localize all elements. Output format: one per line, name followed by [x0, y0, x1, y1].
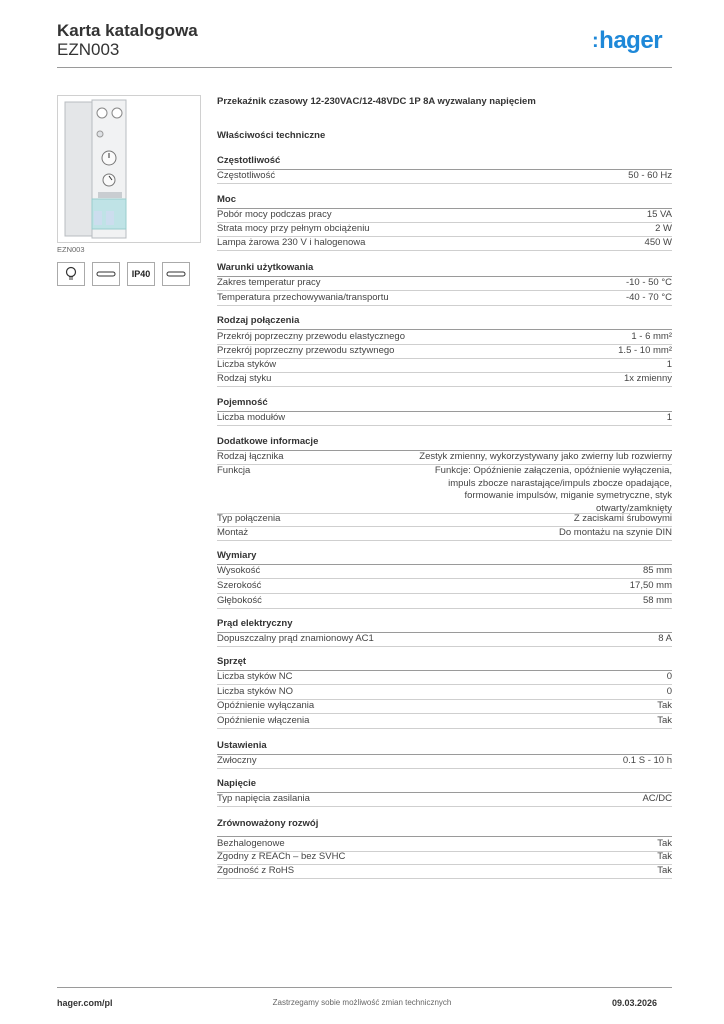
spec-key: Częstotliwość — [217, 170, 276, 181]
spec-value: 1.5 - 10 mm² — [618, 345, 672, 356]
product-illustration — [58, 96, 200, 242]
module-width-icon — [162, 262, 190, 286]
spec-key: Montaż — [217, 527, 249, 538]
spec-value: 1x zmienny — [623, 373, 672, 384]
spec-key: Pobór mocy podczas pracy — [217, 209, 332, 220]
spec-value: AC/DC — [642, 793, 672, 804]
spec-row — [217, 223, 672, 237]
section-title: Ustawienia — [217, 740, 672, 755]
footer-disclaimer: Zastrzegamy sobie możliwość zmian technicznych — [272, 998, 452, 1007]
spec-row — [217, 700, 672, 714]
spec-value: 8 A — [658, 633, 672, 644]
spec-row — [217, 292, 672, 306]
header-divider — [57, 67, 672, 68]
spec-value: 58 mm — [642, 595, 672, 606]
spec-value: Funkcje: Opóźnienie załączenia, opóźnienie wyłączenia, impuls zbocze narastające/impuls zbocze opadające, formowanie impulsów, miganie symetryczne, styk otwarty/zamknięty — [434, 465, 672, 514]
spec-value: 2 W — [655, 223, 672, 234]
spec-key: Strata mocy przy pełnym obciążeniu — [217, 223, 370, 234]
section-title: Dodatkowe informacje — [217, 436, 672, 451]
spec-key: Dopuszczalny prąd znamionowy AC1 — [217, 633, 374, 644]
spec-value: Tak — [657, 715, 672, 726]
spec-key: Przekrój poprzeczny przewodu sztywnego — [217, 345, 395, 356]
spec-row — [217, 671, 672, 685]
section-title: Zrównoważony rozwój — [217, 818, 319, 829]
spec-key: Bezhalogenowe — [217, 838, 285, 849]
footer-website-link[interactable]: hager.com/pl — [57, 998, 113, 1008]
section-title: Częstotliwość — [217, 155, 672, 170]
spec-row — [217, 331, 672, 345]
spec-row — [217, 836, 672, 852]
spec-value: 17,50 mm — [629, 580, 672, 591]
spec-value: 1 - 6 mm² — [631, 331, 672, 342]
spec-value: 85 mm — [642, 565, 672, 576]
spec-key: Liczba modułów — [217, 412, 286, 423]
spec-value: Z zaciskami śrubowymi — [573, 513, 672, 524]
spec-key: Rodzaj styku — [217, 373, 272, 384]
product-image-caption: EZN003 — [57, 245, 85, 254]
logo-text: hager — [599, 27, 663, 54]
footer-date: 09.03.2026 — [612, 998, 658, 1008]
spec-row — [217, 527, 672, 541]
spec-key: Głębokość — [217, 595, 262, 606]
spec-key: Funkcja — [217, 465, 251, 476]
spec-row — [217, 373, 672, 387]
product-description: Przekaźnik czasowy 12-230VAC/12-48VDC 1P 8A wyzwalany napięciem — [217, 96, 536, 107]
section-title: Prąd elektryczny — [217, 618, 672, 633]
spec-key: Liczba styków NO — [217, 686, 294, 697]
din-rail-icon — [92, 262, 120, 286]
spec-value: 1 — [666, 412, 672, 423]
spec-key: Typ połączenia — [217, 513, 281, 524]
footer-divider — [57, 987, 672, 988]
spec-value: Tak — [657, 851, 672, 862]
spec-value: 1 — [666, 359, 672, 370]
section-title: Wymiary — [217, 550, 672, 565]
spec-key: Szerokość — [217, 580, 262, 591]
ip-rating-label: IP40 — [131, 269, 151, 279]
spec-row — [217, 209, 672, 223]
feature-icons — [57, 262, 190, 286]
spec-value: 0 — [666, 671, 672, 682]
spec-row — [217, 755, 672, 769]
spec-value: Tak — [657, 838, 672, 849]
spec-value: 0.1 S - 10 h — [622, 755, 672, 766]
lamp-icon — [57, 262, 85, 286]
spec-key: Typ napięcia zasilania — [217, 793, 310, 804]
product-image — [57, 95, 201, 243]
spec-row — [217, 686, 672, 700]
spec-row — [217, 580, 672, 594]
section-title: Warunki użytkowania — [217, 262, 672, 277]
spec-row — [217, 633, 672, 647]
section-title: Moc — [217, 194, 672, 209]
spec-key: Liczba styków NC — [217, 671, 293, 682]
section-title: Pojemność — [217, 397, 672, 412]
section-title: Sprzęt — [217, 656, 672, 671]
spec-row — [217, 277, 672, 291]
product-code: EZN003 — [57, 40, 120, 59]
spec-value: -40 - 70 °C — [625, 292, 672, 303]
logo-dots: : — [592, 30, 599, 52]
spec-key: Zgodny z REACh – bez SVHC — [217, 851, 346, 862]
spec-key: Zakres temperatur pracy — [217, 277, 321, 288]
spec-value: 50 - 60 Hz — [628, 170, 672, 181]
spec-row — [217, 359, 672, 373]
spec-value: 0 — [666, 686, 672, 697]
spec-row — [217, 565, 672, 579]
spec-row — [217, 345, 672, 359]
spec-key: Wysokość — [217, 565, 261, 576]
spec-row — [217, 451, 672, 465]
ip-rating-icon — [127, 262, 155, 286]
spec-key: Lampa żarowa 230 V i halogenowa — [217, 237, 366, 248]
spec-value: 15 VA — [646, 209, 672, 220]
spec-value: Zestyk zmienny, wykorzystywany jako zwierny lub rozwierny — [419, 451, 672, 462]
spec-row — [217, 851, 672, 865]
spec-key: Liczba styków — [217, 359, 277, 370]
spec-key: Opóźnienie włączenia — [217, 715, 310, 726]
spec-key: Zwłoczny — [217, 755, 257, 766]
spec-value: Do montażu na szynie DIN — [559, 527, 672, 538]
spec-heading: Właściwości techniczne — [217, 130, 326, 141]
spec-row — [217, 513, 672, 527]
spec-row — [217, 412, 672, 426]
section-title: Napięcie — [217, 778, 672, 793]
spec-row — [217, 865, 672, 879]
spec-key: Opóźnienie wyłączania — [217, 700, 315, 711]
spec-row — [217, 793, 672, 807]
spec-row — [217, 715, 672, 729]
spec-key: Temperatura przechowywania/transportu — [217, 292, 389, 303]
page-title: Karta katalogowa — [57, 21, 198, 40]
spec-value: 450 W — [644, 237, 672, 248]
spec-row — [217, 237, 672, 251]
spec-key: Przekrój poprzeczny przewodu elastycznego — [217, 331, 405, 342]
spec-row — [217, 465, 672, 514]
spec-value: Tak — [657, 700, 672, 711]
section-title: Rodzaj połączenia — [217, 315, 672, 330]
spec-value: Tak — [657, 865, 672, 876]
hager-logo — [592, 27, 662, 56]
spec-row — [217, 170, 672, 184]
spec-key: Zgodność z RoHS — [217, 865, 295, 876]
spec-value: -10 - 50 °C — [625, 277, 672, 288]
spec-row — [217, 595, 672, 609]
spec-key: Rodzaj łącznika — [217, 451, 284, 462]
